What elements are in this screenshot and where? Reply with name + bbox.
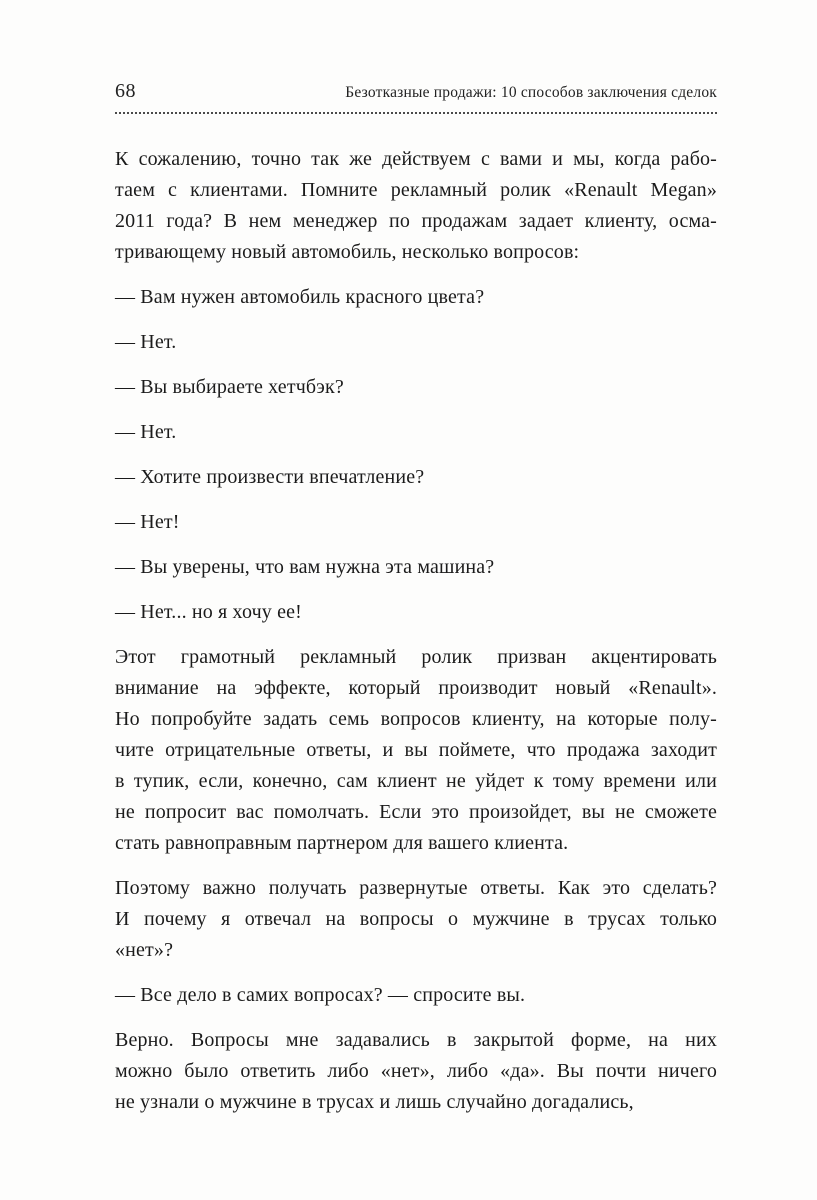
text-line: — Хотите произвести впечатление?	[115, 466, 425, 488]
running-title: Безотказные продажи: 10 способов заключения сделок	[345, 84, 717, 101]
text-line: — Нет.	[115, 331, 177, 353]
text-line: в тупик, если, конечно, сам клиент не уйдет к тому времени или	[115, 770, 717, 792]
text-line: можно было ответить либо «нет», либо «да». Вы почти ничего	[115, 1060, 717, 1082]
page-number: 68	[115, 80, 136, 102]
dialogue-paragraph	[115, 507, 717, 538]
text-line: — Нет!	[115, 511, 180, 533]
dialogue-paragraph	[115, 372, 717, 403]
text-line: не узнали о мужчине в трусах и лишь случайно догадались,	[115, 1091, 634, 1113]
text-line: Этот грамотный рекламный ролик призван акцентировать	[115, 646, 717, 668]
text-line: Но попробуйте задать семь вопросов клиенту, на которые полу-	[115, 708, 717, 730]
dialogue-paragraph	[115, 597, 717, 628]
text-line: чите отрицательные ответы, и вы поймете, что продажа заходит	[115, 739, 717, 761]
dialogue-paragraph	[115, 552, 717, 583]
body-paragraph	[115, 1025, 717, 1118]
dialogue-paragraph	[115, 980, 717, 1011]
text-line: — Все дело в самих вопросах? — спросите вы.	[115, 984, 526, 1006]
body-paragraph	[115, 144, 717, 268]
dialogue-paragraph	[115, 462, 717, 493]
dialogue-paragraph	[115, 282, 717, 313]
text-line: — Нет.	[115, 421, 177, 443]
running-header	[115, 80, 717, 112]
text-line: — Вы выбираете хетчбэк?	[115, 376, 344, 398]
text-line: И почему я отвечал на вопросы о мужчине в трусах только	[115, 908, 717, 930]
text-line: тривающему новый автомобиль, несколько вопросов:	[115, 241, 580, 263]
text-line: Верно. Вопросы мне задавались в закрытой форме, на них	[115, 1029, 717, 1051]
text-line: — Вам нужен автомобиль красного цвета?	[115, 286, 485, 308]
body-paragraph	[115, 873, 717, 966]
text-line: Поэтому важно получать развернутые ответы. Как это сделать?	[115, 877, 717, 899]
body-paragraph	[115, 642, 717, 859]
page-body	[115, 114, 717, 1118]
text-line: — Нет... но я хочу ее!	[115, 601, 302, 623]
text-line: таем с клиентами. Помните рекламный ролик «Renault Megan»	[115, 179, 717, 201]
text-line: внимание на эффекте, который производит новый «Renault».	[115, 677, 717, 699]
text-line: 2011 года? В нем менеджер по продажам задает клиенту, осма-	[115, 210, 717, 232]
text-line: «нет»?	[115, 939, 174, 961]
text-line: К сожалению, точно так же действуем с вами и мы, когда рабо-	[115, 148, 717, 170]
dialogue-paragraph	[115, 327, 717, 358]
text-line: — Вы уверены, что вам нужна эта машина?	[115, 556, 495, 578]
dialogue-paragraph	[115, 417, 717, 448]
text-line: не попросит вас помолчать. Если это произойдет, вы не сможете	[115, 801, 717, 823]
text-line: стать равноправным партнером для вашего клиента.	[115, 832, 569, 854]
